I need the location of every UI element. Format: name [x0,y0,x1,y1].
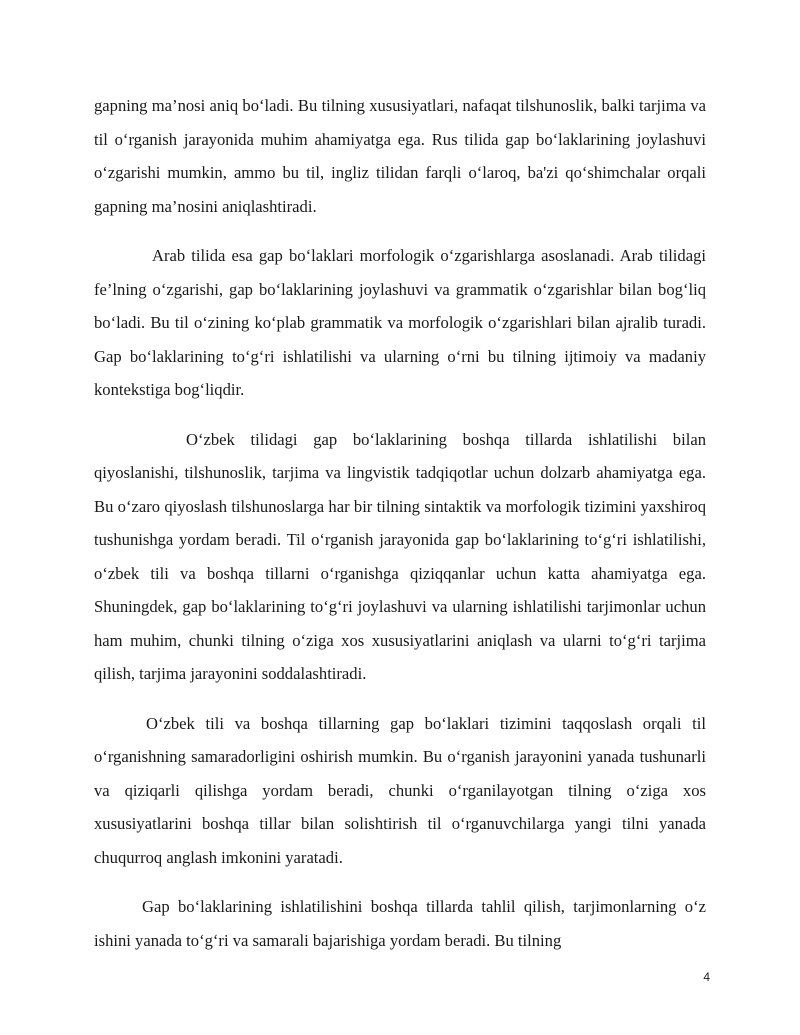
paragraph-4: O‘zbek tili va boshqa tillarning gap bo‘laklari tizimini taqqoslash orqali til o‘rganishning samaradorligini oshirish mumkin. Bu o‘rganish jarayonini yanada tushunarli va qiziqarli qilishga yordam beradi, chunki o‘rganilayotgan tilning o‘ziga xos xususiyatlarini boshqa tillar bilan solishtirish til o‘rganuvchilarga yangi tilni yanada chuqurroq anglash imkonini yaratadi. [94,713,706,867]
paragraph-5: Gap bo‘laklarining ishlatilishini boshqa tillarda tahlil qilish, tarjimonlarning o‘z ishini yanada to‘g‘ri va samarali bajarishiga yordam beradi. Bu tilning [94,897,706,950]
paragraph-3: O‘zbek tilidagi gap bo‘laklarining boshqa tillarda ishlatilishi bilan qiyoslanishi, tilshunoslik, tarjima va lingvistik tadqiqotlar uchun dolzarb ahamiyatga ega. Bu o‘zaro qiyoslash tilshunoslarga har bir tilning sintaktik va morfologik tizimini yaxshiroq tushunishga yordam beradi. Til o‘rganish jarayonida gap bo‘laklarining to‘g‘ri ishlatilishi, o‘zbek tili va boshqa tillarni o‘rganishga qiziqqanlar uchun katta ahamiyatga ega. Shuningdek, gap bo‘laklarining to‘g‘ri joylashuvi va ularning ishlatilishi tarjimonlar uchun ham muhim, chunki tilning o‘ziga xos xususiyatlarini aniqlash va ularni to‘g‘ri tarjima qilish, tarjima jarayonini soddalashtiradi. [94,429,706,683]
paragraph-1: gapning ma’nosi aniq bo‘ladi. Bu tilning xususiyatlari, nafaqat tilshunoslik, balki tarjima va til o‘rganish jarayonida muhim ahamiyatga ega. Rus tilida gap bo‘laklarining joylashuvi o‘zgarishi mumkin, ammo bu til, ingliz tilidan farqli o‘laroq, ba'zi qo‘shimchalar orqali gapning ma’nosini aniqlashtiradi. [94,96,706,216]
paragraph-2: Arab tilida esa gap bo‘laklari morfologik o‘zgarishlarga asoslanadi. Arab tilidagi fe’lning o‘zgarishi, gap bo‘laklarining joylashuvi va grammatik o‘zgarishlar bilan bog‘liq bo‘ladi. Bu til o‘zining ko‘plab grammatik va morfologik o‘zgarishlari bilan ajralib turadi. Gap bo‘laklarining to‘g‘ri ishlatilishi va ularning o‘rni bu tilning ijtimoiy va madaniy kontekstiga bog‘liqdir. [94,246,706,399]
page-number: 4 [703,970,710,984]
body-text [94,89,706,973]
